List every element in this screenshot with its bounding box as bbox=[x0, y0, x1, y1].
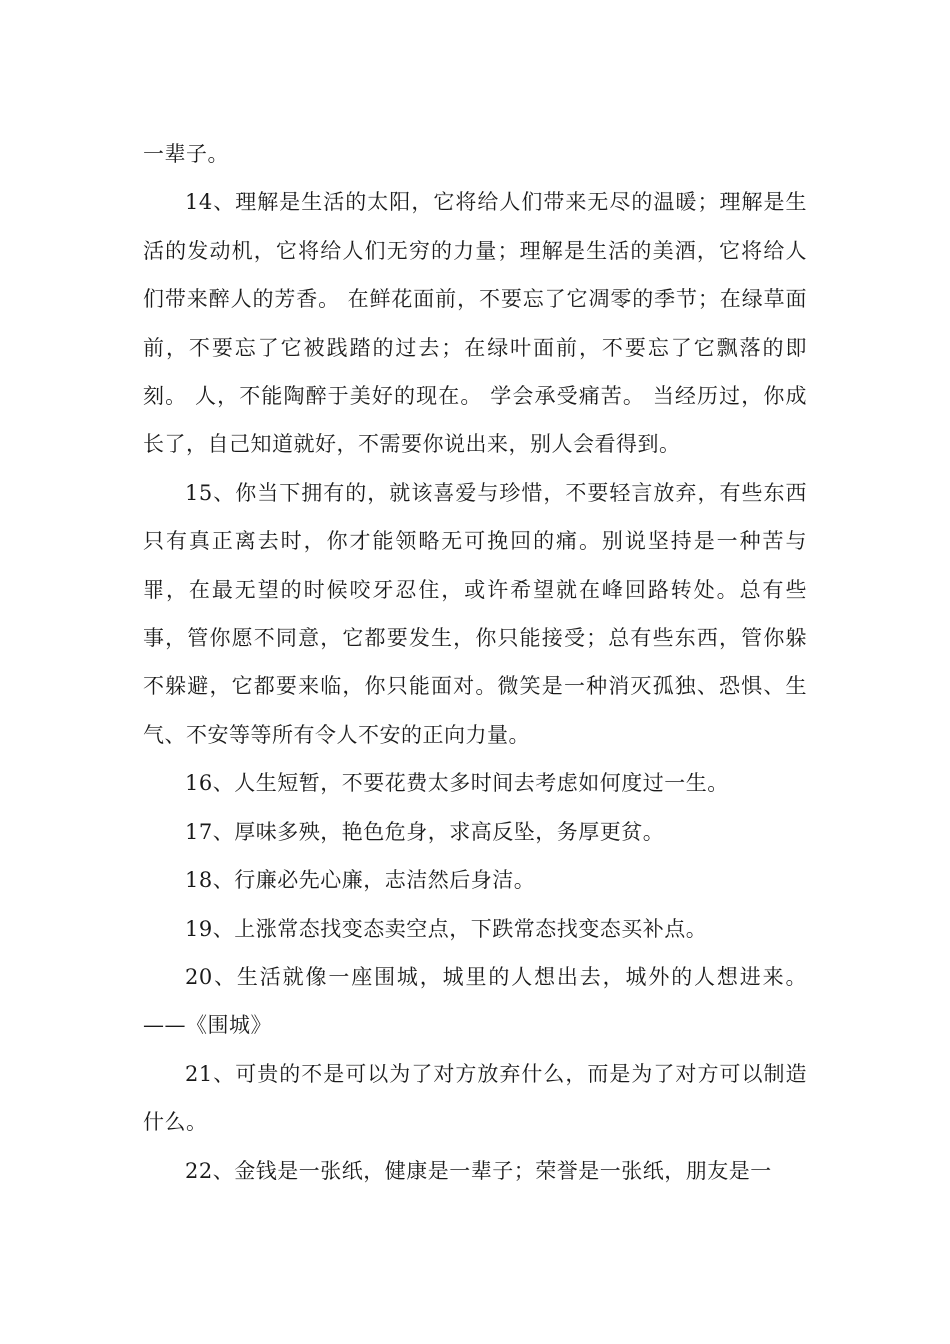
paragraph-18: 18、行廉必先心廉，志洁然后身洁。 bbox=[185, 868, 536, 893]
paragraph-17: 17、厚味多殃，艳色危身，求高反坠，务厚更贫。 bbox=[185, 819, 665, 844]
paragraph-continuation: 一辈子。 bbox=[143, 142, 229, 166]
paragraph-21: 21、可贵的不是可以为了对方放弃什么，而是为了对方可以制造什么。 bbox=[143, 1061, 807, 1135]
paragraph-22: 22、金钱是一张纸，健康是一辈子；荣誉是一张纸，朋友是一 bbox=[185, 1158, 772, 1183]
paragraph-16: 16、人生短暂，不要花费太多时间去考虑如何度过一生。 bbox=[185, 771, 729, 796]
paragraph-20: 20、生活就像一座围城，城里的人想出去，城外的人想进来。——《围城》 bbox=[143, 964, 807, 1038]
paragraph-14: 14、理解是生活的太阳，它将给人们带来无尽的温暖；理解是生活的发动机，它将给人们无穷的力量；理解是生活的美酒，它将给人们带来醉人的芳香。 在鲜花面前，不要忘了它凋零的季节；在绿草面前，不要忘了它被践踏的过去；在绿叶面前，不要忘了它飘落的即刻。 人，不能陶醉于美好的现在。 学会承受痛苦。 当经历过，你成长了，自己知道就好，不需要你说出来，别人会看得到。 bbox=[143, 190, 807, 457]
paragraph-19: 19、上涨常态找变态卖空点，下跌常态找变态买补点。 bbox=[185, 916, 708, 941]
document-body bbox=[143, 130, 807, 1195]
paragraph-15: 15、你当下拥有的，就该喜爱与珍惜，不要轻言放弃，有些东西只有真正离去时，你才能领略无可挽回的痛。别说坚持是一种苦与罪，在最无望的时候咬牙忍住，或许希望就在峰回路转处。总有些事，管你愿不同意，它都要发生，你只能接受；总有些东西，管你躲不躲避，它都要来临，你只能面对。微笑是一种消灭孤独、恐惧、生气、不安等等所有令人不安的正向力量。 bbox=[143, 480, 807, 747]
